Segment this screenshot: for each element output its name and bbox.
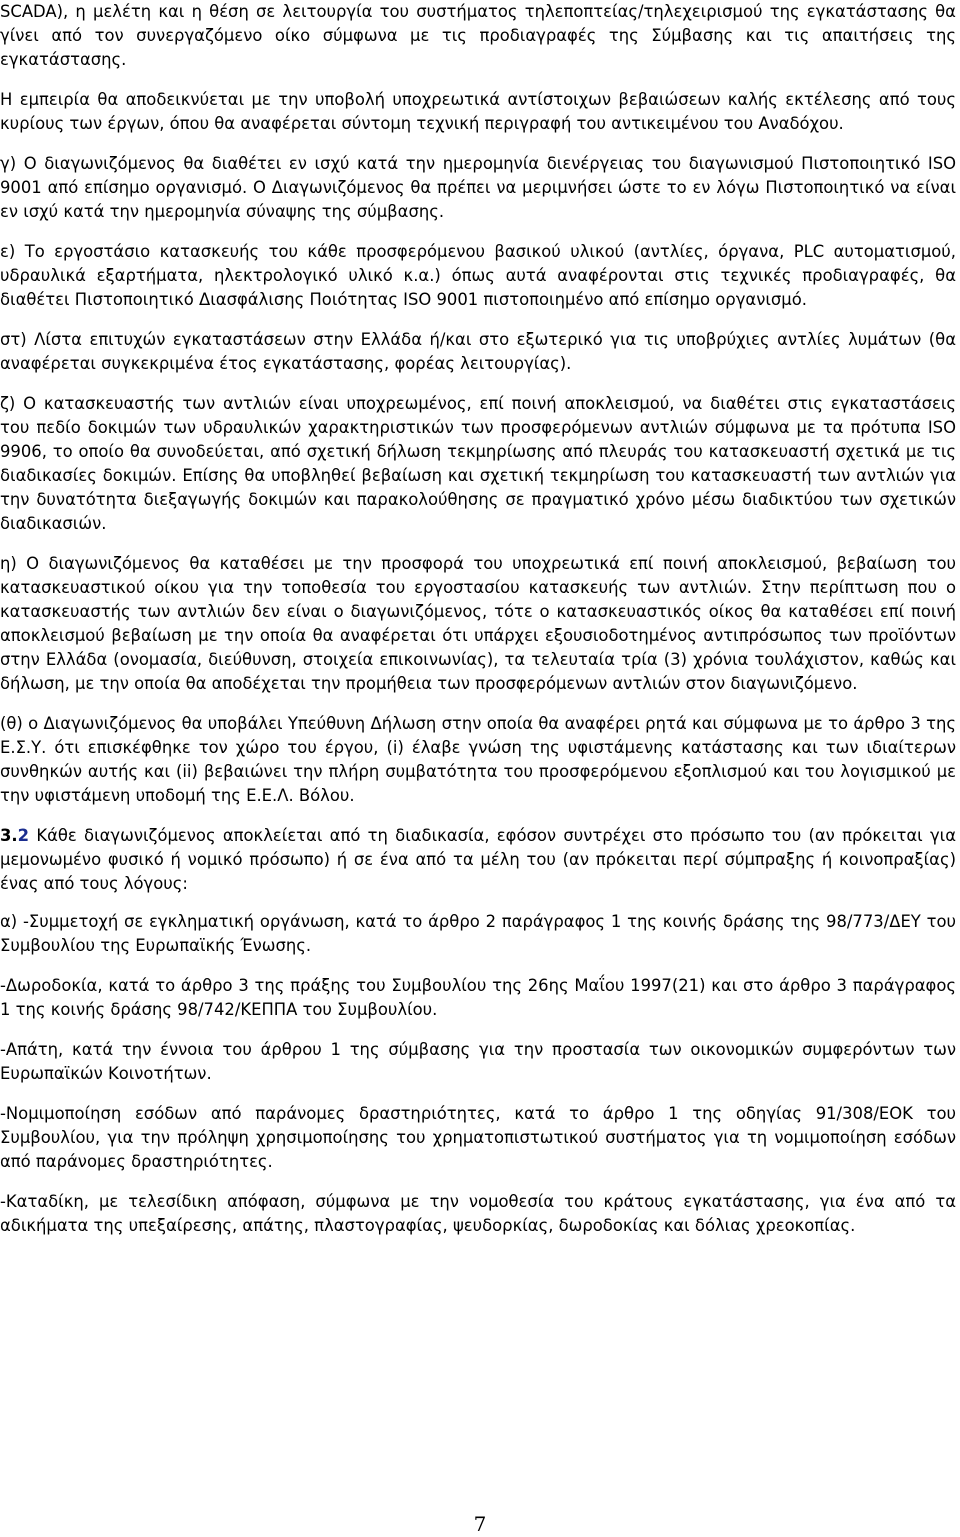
section-number-part2: 2 <box>17 826 30 845</box>
paragraph-st-installations-list: στ) Λίστα επιτυχών εγκαταστάσεων στην Ελλάδα ή/και στο εξωτερικό για τις υποβρύχιες αντλίες λυμάτων (θα αναφέρεται συγκεκριμένα έτος εγκατάστασης, φορέας λειτουργίας). <box>0 330 956 373</box>
section-3-2-text: Κάθε διαγωνιζόμενος αποκλείεται από τη διαδικασία, εφόσον συντρέχει στο πρόσωπο του (αν πρόκειται για μεμονωμένο φυσικό ή νομικό πρόσωπο) ή σε ένα από τα μέλη του (αν πρόκειται περί σύμπραξης ή κοινοπραξίας) ένας από τους λόγους: <box>0 826 956 893</box>
section-number <box>0 826 29 845</box>
page-number: 7 <box>473 1512 487 1536</box>
section-3-2-paragraph <box>0 824 956 896</box>
section-number-part1: 3. <box>0 826 18 845</box>
paragraph-gamma-iso-certificate: γ) Ο διαγωνιζόμενος θα διαθέτει εν ισχύ κατά την ημερομηνία διενέργειας του διαγωνισμού Πιστοποιητικό ISO 9001 από επίσημο οργανισμό. Ο Διαγωνιζόμενος θα πρέπει να μεριμνήσει ώστε το εν λόγω Πιστοποιητικό να είναι εν ισχύ κατά την ημερομηνία σύναψης της σύμβασης. <box>0 154 956 221</box>
reason-money-laundering: -Νομιμοποίηση εσόδων από παράνομες δραστηριότητες, κατά το άρθρο 1 της οδηγίας 91/308/ΕΟΚ του Συμβουλίου, για την πρόληψη χρησιμοποίησης του χρηματοπιστωτικού συστήματος για τη νομιμοποίηση εσόδων από παράνομες δραστηριότητες. <box>0 1104 956 1171</box>
paragraph-epsilon-factory-iso: ε) Το εργοστάσιο κατασκευής του κάθε προσφερόμενου βασικού υλικού (αντλίες, όργανα, PLC αυτοματισμού, υδραυλικά εξαρτήματα, ηλεκτρολογικό υλικό κ.α.) όπως αυτά αναφέρονται στις τεχνικές προδιαγραφές, θα διαθέτει Πιστοποιητικό Διασφάλισης Ποιότητας ISO 9001 πιστοποιημένο από επίσημο οργανισμό. <box>0 242 956 309</box>
reason-bribery: -Δωροδοκία, κατά το άρθρο 3 της πράξης του Συμβουλίου της 26ης Μαΐου 1997(21) και στο άρθρο 3 παράγραφος 1 της κοινής δράσης 98/742/ΚΕΠΠΑ του Συμβουλίου. <box>0 976 956 1019</box>
paragraph-eta-manufacturer-certificate: η) Ο διαγωνιζόμενος θα καταθέσει με την προσφορά του υποχρεωτικά επί ποινή αποκλεισμού, βεβαίωση του κατασκευαστικού οίκου για την τοποθεσία του εργοστασίου κατασκευής των αντλιών. Στην περίπτωση που ο κατασκευαστής των αντλιών δεν είναι ο διαγωνιζόμενος, τότε ο κατασκευαστικός οίκος θα καταθέσει επί ποινή αποκλεισμού βεβαίωση με την οποία θα αναφέρεται ότι υπάρχει εξουσιοδοτημένος αντιπρόσωπος των προϊόντων στην Ελλάδα (ονομασία, διεύθυνση, στοιχεία επικοινωνίας), τα τελευταία τρία (3) χρόνια τουλάχιστον, καθώς και δήλωση, με την οποία θα αποδέχεται την προμήθεια των προσφερόμενων αντλιών στον διαγωνιζόμενο. <box>0 554 956 693</box>
paragraph-experience-proof: Η εμπειρία θα αποδεικνύεται με την υποβολή υποχρεωτικά αντίστοιχων βεβαιώσεων καλής εκτέλεσης από τους κυρίους των έργων, όπου θα αναφέρεται σύντομη τεχνική περιγραφή του αντικειμένου του Αναδόχου. <box>0 90 956 133</box>
reason-fraud: -Απάτη, κατά την έννοια του άρθρου 1 της σύμβασης για την προστασία των οικονομικών συμφερόντων των Ευρωπαϊκών Κοινοτήτων. <box>0 1040 956 1083</box>
paragraph-theta-solemn-declaration: (θ) ο Διαγωνιζόμενος θα υποβάλει Υπεύθυνη Δήλωση στην οποία θα αναφέρει ρητά και σύμφωνα με το άρθρο 3 της Ε.Σ.Υ. ότι επισκέφθηκε τον χώρο του έργου, (i) έλαβε γνώση της υφιστάμενης κατάστασης και των ιδιαίτερων συνθηκών αυτής και (ii) βεβαιώνει την πλήρη συμβατότητα του προσφερόμενου εξοπλισμού και του λογισμικού με την υφιστάμενη υποδομή της Ε.Ε.Λ. Βόλου. <box>0 714 956 805</box>
paragraph-zeta-pump-test-field: ζ) Ο κατασκευαστής των αντλιών είναι υποχρεωμένος, επί ποινή αποκλεισμού, να διαθέτει στις εγκαταστάσεις του πεδίο δοκιμών των υδραυλικών χαρακτηριστικών των προσφερόμενων αντλιών σύμφωνα με τα πρότυπα ISO 9906, το οποίο θα συνοδεύεται, από σχετική δήλωση τεκμηρίωσης από πλευράς του κατασκευαστή σχετικά με τις διαδικασίες δοκιμών. Επίσης θα υποβληθεί βεβαίωση και σχετική τεκμηρίωση του κατασκευαστή των αντλιών για την δυνατότητα διεξαγωγής δοκιμών και παρακολούθησης σε πραγματικό χρόνο μέσω διαδικτύου των σχετικών διαδικασιών. <box>0 394 956 533</box>
paragraph-scada-continuation: SCADA), η μελέτη και η θέση σε λειτουργία του συστήματος τηλεποπτείας/τηλεχειρισμού της εγκατάστασης θα γίνει από τον συνεργαζόμενο οίκο σύμφωνα με τις προδιαγραφές της Σύμβασης και τις απαιτήσεις της εγκατάστασης. <box>0 2 956 69</box>
reason-criminal-organization: α) -Συμμετοχή σε εγκληματική οργάνωση, κατά το άρθρο 2 παράγραφος 1 της κοινής δράσης της 98/773/ΔΕΥ του Συμβουλίου της Ευρωπαϊκής Ένωσης. <box>0 912 956 955</box>
reason-conviction: -Καταδίκη, με τελεσίδικη απόφαση, σύμφωνα με την νομοθεσία του κράτους εγκατάστασης, για ένα από τα αδικήματα της υπεξαίρεσης, απάτης, πλαστογραφίας, ψευδορκίας, δωροδοκίας και δόλιας χρεοκοπίας. <box>0 1192 956 1235</box>
